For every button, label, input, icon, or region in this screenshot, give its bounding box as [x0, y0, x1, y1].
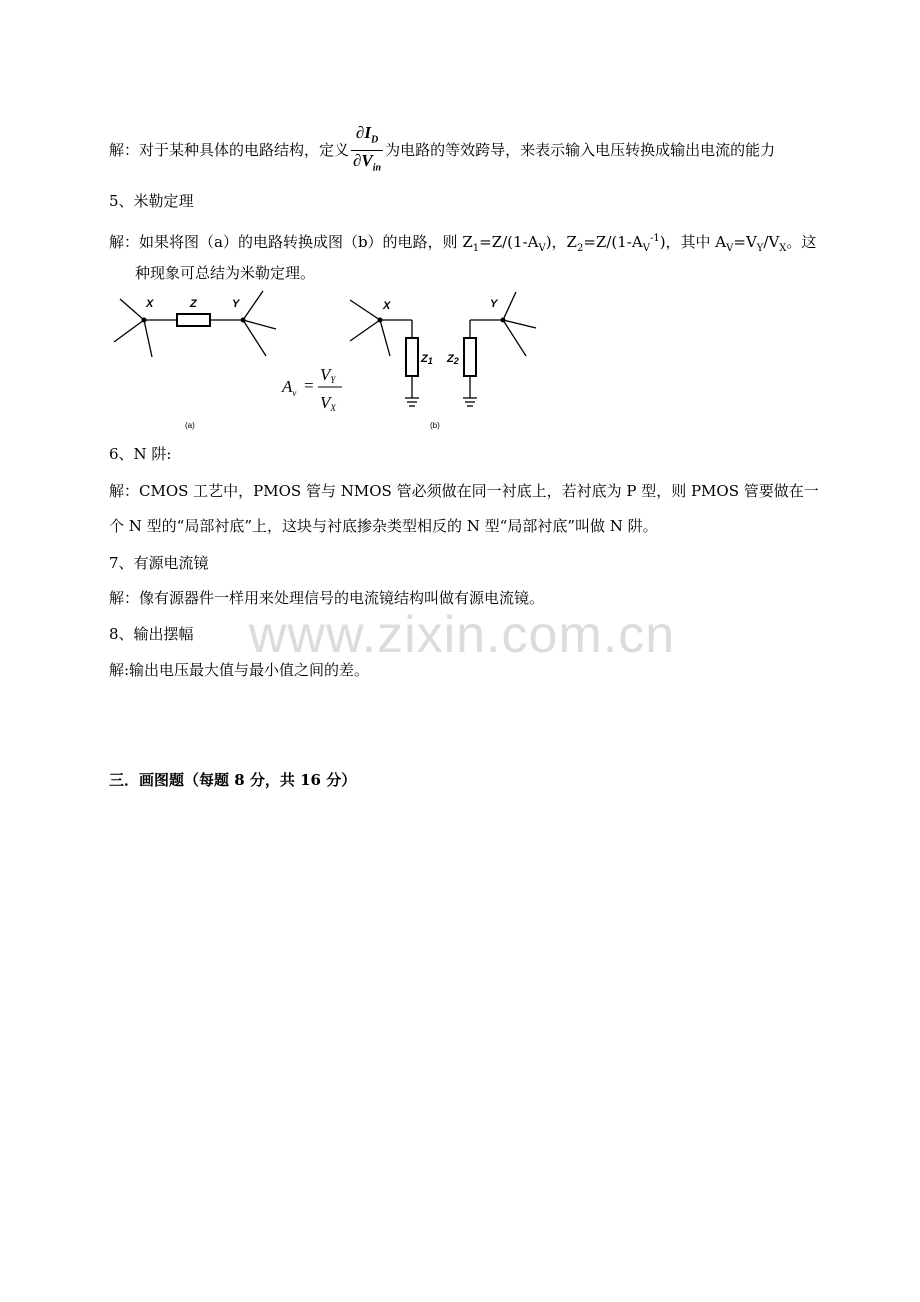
formula-equals: =	[303, 376, 315, 395]
formula-lhs: $A_v$	[282, 377, 297, 398]
label-a-y: Y	[232, 298, 240, 310]
node-a-y	[241, 318, 246, 323]
fraction-denominator: $\partial V_{in}$	[353, 151, 382, 174]
item6-answer-line2: 个 N 型的“局部衬底”上，这块与衬底掺杂类型相反的 N 型“局部衬底”叫做 N 阱。	[109, 517, 658, 535]
wire-b-x-2	[350, 320, 380, 341]
label-z1: Z1	[421, 353, 433, 366]
impedance-z1-box	[406, 338, 418, 376]
wire-a-x-1	[120, 299, 144, 320]
item8-title: 8、输出摆幅	[109, 625, 194, 643]
label-b-x: X	[383, 300, 391, 312]
impedance-z2-box	[464, 338, 476, 376]
item4-answer-suffix: 为电路的等效跨导，来表示输入电压转换成输出电流的能力	[385, 140, 776, 159]
item6-answer-line1: 解：CMOS 工艺中，PMOS 管与 NMOS 管必须做在同一衬底上，若衬底为 P 型，则 PMOS 管要做在一	[109, 482, 819, 500]
impedance-z-box	[177, 314, 210, 326]
wire-a-y-1	[243, 291, 263, 320]
label-a-z: Z	[190, 298, 197, 310]
section3-heading: 三．画图题（每题 8 分，共 16 分）	[109, 771, 357, 789]
label-z2: Z2	[447, 353, 459, 366]
caption-b: (b)	[430, 421, 440, 430]
item7-title: 7、有源电流镜	[109, 554, 209, 572]
wire-b-x-3	[380, 320, 390, 356]
wire-a-x-3	[144, 320, 152, 357]
wire-b-y-1	[503, 292, 516, 320]
label-b-y: Y	[490, 298, 498, 310]
node-b-y	[501, 318, 506, 323]
formula-numerator: VY	[320, 365, 336, 385]
wire-a-x-2	[114, 320, 144, 342]
item7-answer: 解：像有源器件一样用来处理信号的电流镜结构叫做有源电流镜。	[109, 589, 545, 607]
item5-title: 5、米勒定理	[109, 192, 194, 210]
formula-denominator: VX	[320, 393, 336, 413]
fraction-numerator: $\partial I_D$	[351, 123, 383, 151]
caption-a: (a)	[185, 421, 195, 430]
label-a-x: X	[146, 298, 154, 310]
item8-answer: 解:输出电压最大值与最小值之间的差。	[109, 661, 370, 679]
watermark: www.zixin.com.cn	[248, 606, 676, 664]
node-a-x	[142, 318, 147, 323]
node-b-x	[378, 318, 383, 323]
item6-title: 6、N 阱:	[109, 445, 172, 463]
wire-b-x-1	[350, 300, 380, 320]
item4-answer-prefix: 解：对于某种具体的电路结构，定义	[109, 140, 350, 159]
item5-answer-line1: 解：如果将图（a）的电路转换成图（b）的电路，则 $Z_1=Z/(1-A_V)$，$Z_2=Z/(1-A_V^{-1})$，其中 $A_V=V_Y/V_X$。这	[109, 233, 817, 254]
item5-answer-line2: 种现象可总结为米勒定理。	[135, 264, 316, 282]
